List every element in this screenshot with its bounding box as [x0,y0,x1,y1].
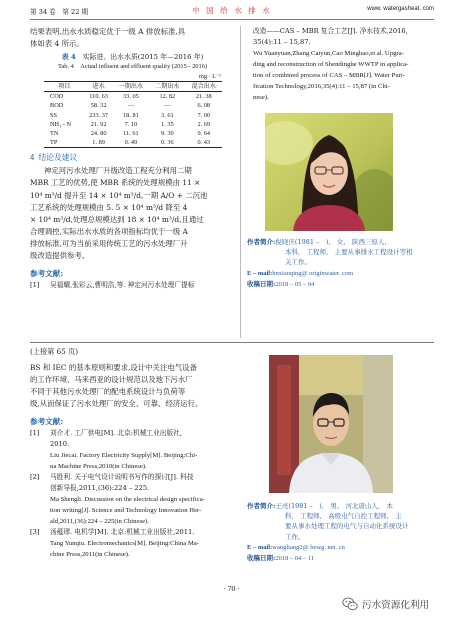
conclusion-line: 排放标准,可为当前采用传统工艺的污水处理厂升 [30,238,188,248]
references-heading: 参考文献: [30,269,64,279]
conclusion-line: MBR 工艺的优势,使 MBR 系统的处理规模由 11 × [30,178,201,188]
table-header: 二期出水 [149,82,185,92]
table-cell: BOD [50,102,64,110]
page-number: · 70 · [223,584,240,593]
table-header: 混合出水 [186,82,222,92]
table-cell: 6. 08 [197,102,211,110]
table-cell: 3. 61 [161,111,174,119]
author-photo-1-image [265,113,393,231]
table-cell: 2. 69 [197,120,211,128]
table-cell: 21. 38 [195,93,212,101]
section-number: 4 [30,153,35,163]
table-unit: mg · L⁻¹ [199,73,221,81]
table-cell: 9. 64 [197,130,211,138]
reference-text-en: Ma Shengli. Discussion on the electrical design specifica- [50,496,205,504]
email-label: E – mail: [247,543,273,551]
reference-text-en: ding and reconstruction of Shendinghe WWTP in applica- [253,61,409,68]
author-photo-2-image [269,355,393,493]
received-label: 收稿日期: [247,554,276,563]
reference-text-en: na Machine Press,2010(in Chinese). [50,463,147,471]
reference-text: 2010. [50,440,70,449]
conclusion-line: × 10⁴ m³/d,处理总规模达到 18 × 10⁴ m³/d,且通过 [30,214,204,224]
reference-text-en: Tang Yunqiu. Electromechanics[M]. Beijing:China Ma- [50,540,199,548]
column-divider [240,26,241,338]
table-header: 一期出水 [113,82,149,92]
table-cell: — [164,102,171,110]
right-column-lower [247,355,435,564]
table-cell: 0. 49 [113,138,149,148]
reference-text-en: Wu Yuanyuan,Zhang Caiyun,Cao Minghao,et al. Upgra- [253,50,404,57]
table-row [44,110,222,119]
reference-text: 改造——CAS – MBR 复合工艺[J]. 净水技术,2016, [253,27,408,35]
table-cell: 7. 00 [197,111,211,119]
reference-text-en: tion of combined process of CAS – MBR[J]. Water Puri- [253,72,406,79]
author-photo-1 [265,113,393,231]
table-number: 表 4 [61,53,76,62]
conclusion-line: 工艺系统的处理规模由 5. 5 × 10⁴ m³/d 降至 4 [30,202,188,212]
left-column-lower [30,362,235,560]
table-header-row [44,82,222,92]
journal-url[interactable]: www. watergasheat. com [367,6,434,12]
reference-text-en: chine Press,2011(in Chinese). [50,551,130,559]
bio-received-line [247,279,435,290]
table-row [44,92,222,102]
table-cell: 18. 81 [123,111,139,119]
author-email[interactable]: wangliang2@ bewg. net. cn [272,543,345,551]
reference-item [30,428,235,472]
bio-text: 王亮(1981 – ), 男, 河北唐山人, 本 [275,502,394,510]
reference-text-en: tion writing[J]. Science and Technology Innovation Her- [50,507,202,515]
table-cell: 0. 43 [186,138,222,148]
right-column-upper [247,26,435,290]
reference-text-en: fication Technology,2016,35(4):11 – 15,87 (in Chi- [253,83,390,90]
reference-number: [3] [30,528,40,537]
author-bio-2 [247,501,435,564]
table-cell: 7. 10 [124,120,138,128]
running-header [30,6,434,18]
paragraph-line: BS 和 IEC 的基本原则和要求,设计中关注电气设备 [30,363,197,372]
bio-line: 科, 工程师, 高级电气自控工程师, 主 [285,512,402,521]
bio-line: 要从事水处理工程的电气与自动化系统设计 [285,522,409,531]
reference-text: 马胜利. 关于电气设计说明书写作的探讨[J]. 科技 [50,473,194,482]
table-cell: 233. 37 [89,111,109,119]
table-caption-text: 实际进、出水水质(2015 年—2016 年) [75,53,204,62]
table-cell: 110. 63 [89,93,108,101]
reference-text: 汤蕴璆. 电机学[M]. 北京:机械工业出版社,2011. [50,528,195,537]
author-email[interactable]: hnxiaoqing@ originwater. com [272,269,354,277]
water-quality-table [44,81,222,148]
reference-number: [1] [30,429,40,438]
section-heading [30,151,235,165]
bio-received-line [247,553,435,564]
author-photo-2 [269,355,393,493]
paragraph-line: 的工作环境、马来西亚的设计规范以及地下污水厂 [30,375,193,385]
conclusion-line: 神定河污水处理厂升级改造工程充分利用二期 [44,166,192,176]
table-cell: 9. 30 [161,130,174,138]
table-cell: SS [50,111,58,119]
bio-line: 关工作。 [285,258,311,267]
volume-issue: 第 34 卷 第 22 期 [30,8,89,16]
watermark-text: 污水资源化利用 [362,600,430,611]
bio-label: 作者简介: [247,238,276,246]
continued-from-label: (上接第 65 页) [30,347,79,356]
table-row [44,138,222,148]
reference-item [30,280,235,291]
table-row [44,120,222,129]
table-caption [30,52,235,62]
author-bio-1 [247,237,435,290]
reference-text-en: Liu Jiecai. Factory Electricity Supply[M]. Beijing:Chi- [50,452,198,460]
watermark [342,594,460,614]
reference-continued [247,26,435,103]
conclusion-line: 10⁴ m³/d 提升至 14 × 10⁴ m³/d,一期 A/O + 二沉池 [30,190,208,200]
table-header: 项目 [44,82,84,92]
reference-text: 35(4):11 – 15,87. [253,38,311,46]
table-cell: 1. 89 [84,138,112,148]
conclusion-line: 级改造提供参考。 [30,251,90,261]
reference-text-en: nese). [253,94,269,101]
table-caption-en: Tab. 4 Actual influent and effluent quality (2015 - 2016) [57,63,208,71]
received-date: 2018 – 04 – 11 [275,555,315,563]
intro-line-2: 体如表 4 所示。 [30,39,84,49]
reference-text: 创新导报,2011,(36):224 – 225. [50,484,150,493]
table-cell: 12. 82 [159,93,176,101]
bio-line: 本科, 工程师, 主要从事排水工程设计等相 [285,248,413,257]
left-column-upper [30,26,235,291]
table-cell: 11. 61 [123,130,139,138]
paragraph-line: 不同于其他污水处理厂的配电系统设计与负荷等 [30,387,186,397]
table-cell: 24. 80 [90,130,107,138]
reference-item [30,527,235,560]
reference-item [30,472,235,527]
table-cell: 58. 32 [90,102,107,110]
bio-line [247,501,435,511]
table-header: 进水 [84,82,112,92]
table-row [44,129,222,138]
table-cell: 1. 35 [161,120,174,128]
bio-email-line [247,268,435,279]
reference-number: [2] [30,473,40,482]
reference-text-en: ald,2011,(36):224 – 225(in Chinese). [50,518,149,526]
wechat-icon [342,596,358,612]
conclusion-line: 合理调控,实际出水水质的各项指标均优于一级 A [30,226,188,236]
table-cell: NH₃ - N [50,120,72,128]
table-cell: TN [50,130,59,138]
table-cell: — [127,102,135,110]
reference-number: [1] [30,281,40,290]
paragraph-line: 级,从而保证了污水处理厂的安全、可靠、经济运行。 [30,399,203,409]
received-date: 2018 – 05 – 04 [275,280,315,288]
reference-text: 吴福耀,张彩云,曹明浩,等. 神定河污水处理厂提标 [50,281,195,290]
intro-line-1: 结果表明,出水水质稳定优于一级 A 排放标准,具 [30,27,186,36]
table-cell: 21. 92 [90,120,107,128]
bio-line: 工作。 [285,532,305,541]
table-row [44,101,222,110]
bio-text: 倪晓庆(1981 – ), 女, 陕西三原人, [275,238,387,246]
email-label: E – mail: [247,269,273,277]
section-title: 结论及建议 [38,153,78,163]
header-rule [30,19,434,20]
journal-title: 中 国 给 水 排 水 [192,6,272,15]
table-cell: 0. 36 [149,138,185,148]
table-cell: COD [50,93,64,101]
bio-line [247,237,435,247]
bio-email-line [247,542,435,553]
table-cell: 33. 05 [123,93,139,101]
references-heading: 参考文献: [30,417,64,427]
bio-label: 作者简介: [247,502,276,510]
article-divider [30,342,434,343]
received-label: 收稿日期: [247,279,276,288]
reference-text: 刘介才. 工厂供电[M]. 北京:机械工业出版社, [50,429,182,438]
table-cell: TP [44,138,84,148]
